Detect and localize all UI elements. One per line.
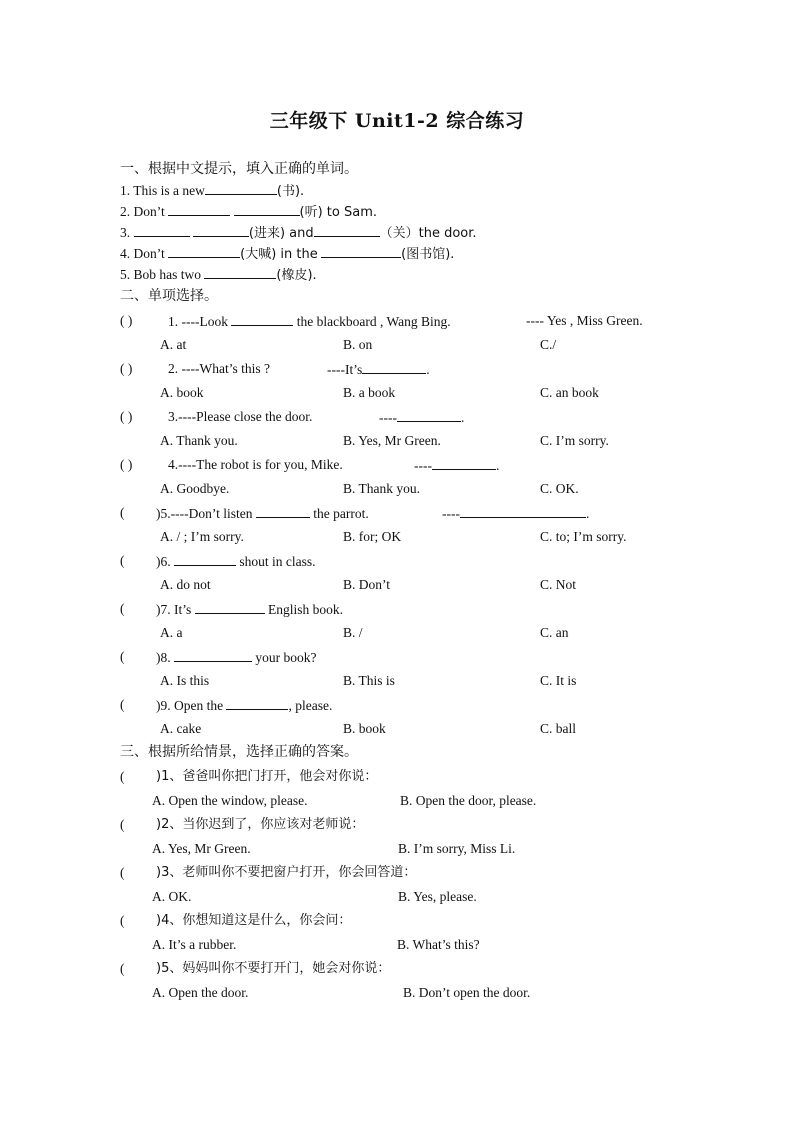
option-c[interactable]: C. an — [540, 625, 569, 640]
answer-paren[interactable]: ( — [120, 697, 125, 712]
question-text: 2. ----What’s this ? — [168, 361, 270, 376]
question-5-reply — [442, 504, 589, 523]
question-text: )9. Open the — [156, 698, 224, 713]
question-text: your book? — [255, 650, 317, 665]
answer-paren[interactable]: ( — [120, 505, 125, 520]
question-4-reply — [414, 456, 499, 475]
answer-blank[interactable] — [204, 265, 276, 279]
question-text: ---- — [414, 458, 432, 473]
question-7 — [156, 600, 343, 619]
fill-item-hint: （关）the door. — [379, 226, 477, 241]
option-b[interactable]: B. / — [343, 625, 363, 640]
option-a[interactable]: A. book — [160, 385, 204, 400]
fill-item-text: 1. This is a new — [120, 183, 205, 198]
answer-paren[interactable]: ( — [120, 913, 125, 928]
fill-item-1 — [120, 181, 304, 201]
question-text: the parrot. — [313, 506, 369, 521]
question-text: , please. — [288, 698, 333, 713]
question-text: the blackboard , Wang Bing. — [296, 314, 451, 329]
situation-4: )4、你想知道这是什么，你会问： — [156, 913, 352, 928]
option-a[interactable]: A. cake — [160, 721, 202, 736]
fill-item-hint: (橡皮). — [276, 268, 317, 283]
question-6 — [156, 552, 316, 571]
question-4: 4.----The robot is for you, Mike. — [168, 457, 343, 472]
option-c[interactable]: C./ — [540, 337, 557, 352]
answer-blank[interactable] — [226, 696, 288, 710]
section-heading-2: 二、单项选择。 — [120, 288, 218, 304]
fill-item-hint: (进来) and — [248, 226, 314, 241]
fill-item-hint: (大喊) in the — [240, 247, 318, 262]
option-b[interactable]: B. Don’t — [343, 577, 391, 592]
option-a[interactable]: A. do not — [160, 577, 211, 592]
question-3: 3.----Please close the door. — [168, 409, 313, 424]
question-5 — [156, 504, 369, 523]
question-text: ---- — [442, 506, 460, 521]
answer-blank[interactable] — [195, 600, 265, 614]
answer-blank[interactable] — [231, 312, 293, 326]
option-b[interactable]: B. Thank you. — [343, 481, 420, 496]
option-a[interactable]: A. Goodbye. — [160, 481, 230, 496]
answer-blank[interactable] — [205, 181, 277, 195]
option-b[interactable]: B. Open the door, please. — [400, 793, 537, 808]
option-a[interactable]: A. a — [160, 625, 183, 640]
question-text: ----It’s — [327, 362, 363, 377]
question-9 — [156, 696, 332, 715]
question-text: ---- — [379, 410, 397, 425]
answer-blank[interactable] — [174, 648, 252, 662]
section-heading-3: 三、根据所给情景，选择正确的答案。 — [120, 744, 358, 760]
fill-item-text: 2. Don’t — [120, 204, 165, 219]
option-c[interactable]: C. Not — [540, 577, 577, 592]
option-c[interactable]: C. I’m sorry. — [540, 433, 609, 448]
answer-blank[interactable] — [362, 360, 426, 374]
question-text: )8. — [156, 650, 171, 665]
answer-paren[interactable]: ( — [120, 601, 125, 616]
answer-blank[interactable] — [134, 223, 190, 237]
question-text: 1. ----Look — [168, 314, 228, 329]
option-b[interactable]: B. a book — [343, 385, 396, 400]
question-text: )7. It’s — [156, 602, 192, 617]
answer-blank[interactable] — [168, 244, 240, 258]
answer-paren[interactable]: ( ) — [120, 409, 133, 424]
option-b[interactable]: B. book — [343, 721, 386, 736]
answer-blank[interactable] — [397, 408, 461, 422]
answer-blank[interactable] — [432, 456, 496, 470]
answer-blank[interactable] — [193, 223, 249, 237]
option-b[interactable]: B. I’m sorry, Miss Li. — [398, 841, 516, 856]
question-3-reply — [379, 408, 464, 427]
option-a[interactable]: A. Open the window, please. — [152, 793, 308, 808]
option-b[interactable]: B. on — [343, 337, 373, 352]
section-heading-1: 一、根据中文提示，填入正确的单词。 — [120, 161, 358, 177]
page-title: 三年级下 Unit1-2 综合练习 — [269, 110, 525, 132]
option-b[interactable]: B. What’s this? — [397, 937, 480, 952]
fill-item-5 — [120, 265, 317, 285]
option-c[interactable]: C. an book — [540, 385, 599, 400]
fill-item-hint: (图书馆). — [401, 247, 455, 262]
answer-paren[interactable]: ( — [120, 817, 125, 832]
option-a[interactable]: A. Thank you. — [160, 433, 238, 448]
answer-paren[interactable]: ( ) — [120, 361, 133, 376]
answer-blank[interactable] — [168, 202, 230, 216]
fill-item-text: 4. Don’t — [120, 246, 165, 261]
fill-item-4 — [120, 244, 454, 264]
question-text: . — [426, 362, 430, 377]
answer-blank[interactable] — [256, 504, 310, 518]
answer-blank[interactable] — [234, 202, 300, 216]
option-a[interactable]: A. It’s a rubber. — [152, 937, 237, 952]
fill-item-3 — [120, 223, 477, 243]
option-c[interactable]: C. It is — [540, 673, 577, 688]
option-a[interactable]: A. Open the door. — [152, 985, 249, 1000]
question-1 — [168, 312, 451, 331]
answer-paren[interactable]: ( — [120, 649, 125, 664]
question-text: . — [460, 410, 465, 425]
fill-item-hint: (听) to Sam. — [299, 205, 377, 220]
option-a[interactable]: A. / ; I’m sorry. — [160, 529, 244, 544]
option-a[interactable]: A. Is this — [160, 673, 210, 688]
fill-item-hint: (书). — [276, 184, 305, 199]
answer-paren[interactable]: ( — [120, 553, 125, 568]
answer-paren[interactable]: ( ) — [120, 313, 133, 328]
question-2-reply — [327, 360, 430, 379]
question-text: English book. — [268, 602, 344, 617]
question-1-reply: ---- Yes , Miss Green. — [526, 313, 643, 328]
answer-blank[interactable] — [321, 244, 401, 258]
option-a[interactable]: A. OK. — [152, 889, 192, 904]
situation-3: )3、老师叫你不要把窗户打开，你会回答道： — [156, 865, 417, 880]
answer-paren[interactable]: ( ) — [120, 457, 133, 472]
answer-blank[interactable] — [314, 223, 380, 237]
question-2 — [168, 360, 270, 378]
question-text: )5.----Don’t listen — [156, 506, 253, 521]
option-b[interactable]: B. Don’t open the door. — [403, 985, 531, 1000]
option-b[interactable]: B. Yes, Mr Green. — [343, 433, 441, 448]
question-text: . — [495, 458, 500, 473]
fill-item-2 — [120, 202, 377, 222]
situation-2: )2、当你迟到了，你应该对老师说： — [156, 817, 365, 832]
answer-paren[interactable]: ( — [120, 865, 125, 880]
answer-blank[interactable] — [460, 504, 586, 518]
option-b[interactable]: B. Yes, please. — [398, 889, 477, 904]
question-text: . — [585, 506, 590, 521]
option-b[interactable]: B. This is — [343, 673, 395, 688]
answer-blank[interactable] — [174, 552, 236, 566]
situation-1: )1、爸爸叫你把门打开，他会对你说： — [156, 769, 378, 784]
fill-item-text: 5. Bob has two — [120, 267, 201, 282]
option-a[interactable]: A. at — [160, 337, 187, 352]
question-text: shout in class. — [239, 554, 316, 569]
question-text: )6. — [156, 554, 171, 569]
option-c[interactable]: C. to; I’m sorry. — [540, 529, 627, 544]
question-8 — [156, 648, 317, 667]
option-c[interactable]: C. ball — [540, 721, 576, 736]
answer-paren[interactable]: ( — [120, 769, 125, 784]
situation-5: )5、妈妈叫你不要打开门，她会对你说： — [156, 961, 391, 976]
option-c[interactable]: C. OK. — [540, 481, 579, 496]
option-b[interactable]: B. for; OK — [343, 529, 402, 544]
option-a[interactable]: A. Yes, Mr Green. — [152, 841, 251, 856]
answer-paren[interactable]: ( — [120, 961, 125, 976]
fill-item-text: 3. — [120, 225, 131, 240]
